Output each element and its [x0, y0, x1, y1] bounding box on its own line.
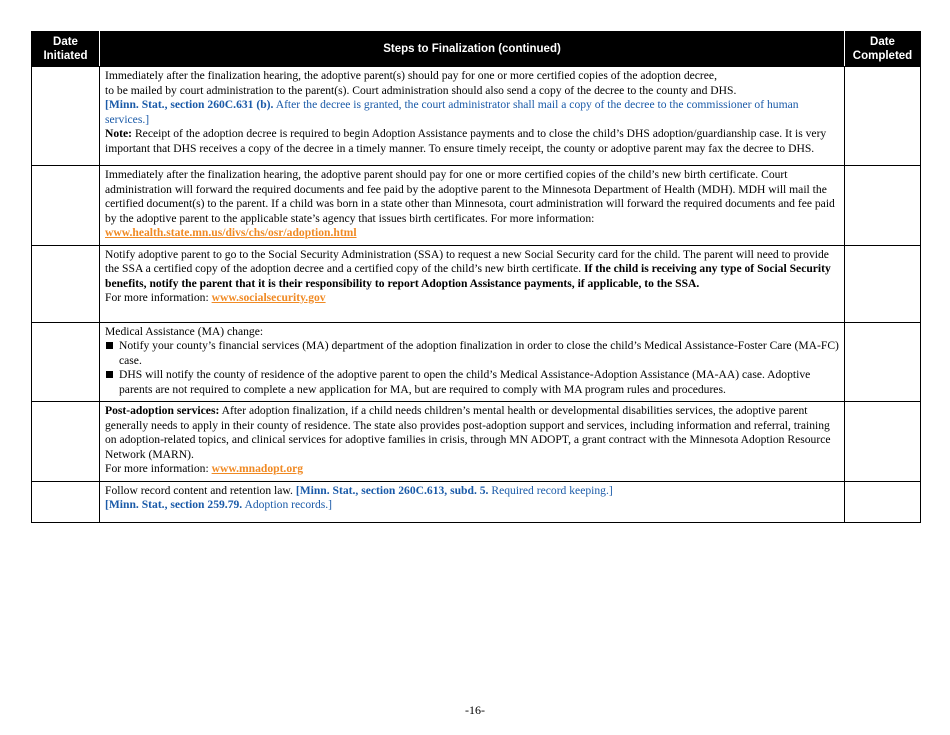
header-steps	[100, 32, 845, 67]
date-completed-cell[interactable]	[845, 402, 921, 482]
table-row	[32, 402, 921, 482]
table-row	[32, 166, 921, 246]
date-initiated-cell[interactable]	[32, 322, 100, 402]
step-text: to be mailed by court administration to the parent(s). Court administration should also send a copy of the decree to the county and DHS.	[105, 83, 737, 97]
date-initiated-cell[interactable]	[32, 481, 100, 522]
table-row	[32, 245, 921, 322]
date-completed-cell[interactable]	[845, 67, 921, 166]
table-header-row	[32, 32, 921, 67]
table-row	[32, 481, 921, 522]
step-text: Medical Assistance (MA) change:	[105, 324, 264, 338]
step-text: Immediately after the finalization hearing, the adoptive parent(s) should pay for one or more certified copies of the adoption decree,	[105, 69, 717, 82]
date-initiated-cell[interactable]	[32, 166, 100, 246]
page-number: -16-	[465, 703, 485, 717]
list-item	[105, 368, 839, 397]
link-health-state[interactable]: www.health.state.mn.us/divs/chs/osr/adoption.html	[105, 226, 357, 239]
date-initiated-cell[interactable]	[32, 245, 100, 322]
statute-text: Required record keeping.]	[491, 483, 613, 497]
bullet-square-icon	[106, 342, 113, 349]
step-cell-social-security	[100, 245, 845, 322]
date-completed-cell[interactable]	[845, 481, 921, 522]
step-cell-adoption-decree	[100, 67, 845, 166]
date-initiated-cell[interactable]	[32, 402, 100, 482]
step-cell-birth-certificate	[100, 166, 845, 246]
date-initiated-cell[interactable]	[32, 67, 100, 166]
bullet-square-icon	[106, 371, 113, 378]
table-row	[32, 322, 921, 402]
note-text: Receipt of the adoption decree is required to begin Adoption Assistance payments and to close the child’s DHS adoption/guardianship case. It is very important that DHS receives a copy of the decree in a timely manner. To ensure timely receipt, the county or adoptive parent may fax the decree to DHS.	[105, 127, 827, 155]
statute-text: After the decree is granted, the court administrator shall mail a copy of the decree to the commissioner of human services.]	[105, 98, 799, 126]
table-row	[32, 67, 921, 166]
bullet-text: Notify your county’s financial services (MA) department of the adoption finalization in order to close the child’s Medical Assistance-Foster Care (MA-FC) case.	[119, 339, 839, 367]
statute-citation: [Minn. Stat., section 259.79.	[105, 498, 243, 511]
statute-text: Adoption records.]	[244, 498, 333, 511]
date-completed-cell[interactable]	[845, 245, 921, 322]
link-mnadopt[interactable]: www.mnadopt.org	[211, 462, 304, 475]
link-socialsecurity[interactable]: www.socialsecurity.gov	[211, 291, 326, 304]
date-completed-cell[interactable]	[845, 322, 921, 402]
step-text: Immediately after the finalization hearing, the adoptive parent should pay for one or more certified copies of the child’s new birth certificate. Court administration will forward the required documents and fee paid by the adoptive parent to the Minnesota Department of Health (MDH). MDH will mail the certified document(s) to the parent. If a child was born in a state other than Minnesota, court administration will forward the required documents and fee paid by the adoptive parent to the applicable state’s agency that issues birth certificates. For more information:	[105, 168, 835, 225]
more-info-label: For more information:	[105, 462, 209, 475]
header-date-completed: Date Completed	[845, 32, 921, 67]
header-steps-title: Steps to Finalization	[383, 43, 495, 55]
step-text: After adoption finalization, if a child needs children’s mental health or developmental disabilities services, the adoptive parent generally needs to apply in their county of residence. The state also provides post-adoption support and services, including information and referral, training on adoption-related topics, and clinical services for adoptive families in crisis, through MN ADOPT, a grant contract with the Minnesota Adoption Resource Network (MARN).	[105, 404, 831, 461]
header-date-initiated: Date Initiated	[32, 32, 100, 67]
note-label: Note:	[105, 127, 133, 140]
step-bold-lead: Post-adoption services:	[105, 404, 220, 417]
bullet-list	[105, 339, 839, 397]
step-cell-record-retention	[100, 481, 845, 522]
step-cell-medical-assistance	[100, 322, 845, 402]
more-info-label: For more information:	[105, 291, 209, 304]
bullet-text: DHS will notify the county of residence of the adoptive parent to open the child’s Medical Assistance-Adoption Assistance (MA-AA) case. Adoptive parents are not required to complete a new application for MA, but are required to comply with MA program rules and procedures.	[119, 368, 811, 396]
list-item	[105, 339, 839, 368]
header-steps-suffix: (continued)	[498, 43, 561, 55]
step-text: Follow record content and retention law.	[105, 483, 293, 497]
statute-citation: [Minn. Stat., section 260C.613, subd. 5.	[295, 483, 489, 497]
statute-citation: [Minn. Stat., section 260C.631 (b).	[105, 98, 274, 111]
step-cell-post-adoption	[100, 402, 845, 482]
date-completed-cell[interactable]	[845, 166, 921, 246]
step-text: Notify adoptive parent to go to the Social Security Administration (SSA) to request a new Social Security card for the child. The parent will need to provide the SSA a certified copy of the adoption decree and a certified copy of the child’s new birth certificate.	[105, 247, 829, 275]
step-bold-text: If the child is receiving any type of Social Security benefits, notify the parent that it is their responsibility to report Adoption Assistance payments, if applicable, to the SSA.	[105, 262, 831, 290]
finalization-steps-table	[31, 31, 921, 523]
